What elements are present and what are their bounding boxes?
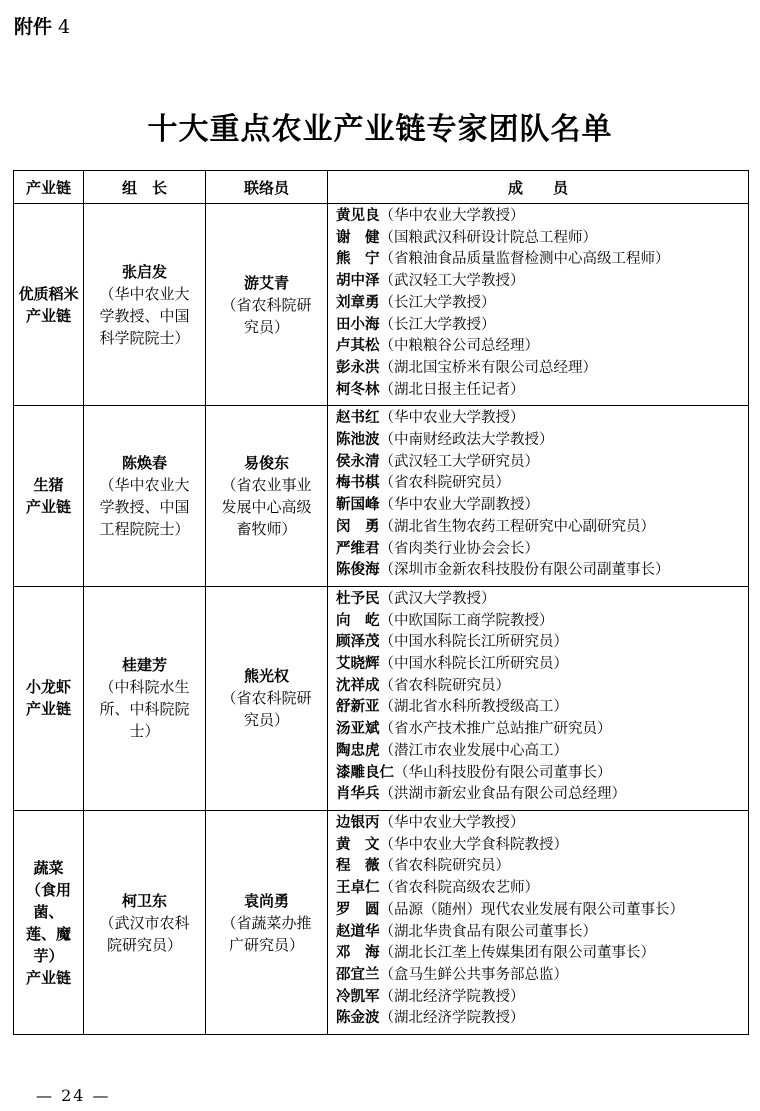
leader-cell <box>84 406 206 587</box>
member-name: 沈祥成 <box>336 677 380 694</box>
table-row <box>14 406 749 587</box>
liaison-name: 熊光权 <box>243 667 289 686</box>
member-affiliation: （长江大学教授） <box>379 294 496 311</box>
member-item <box>336 517 742 539</box>
member-name: 赵书红 <box>336 410 380 427</box>
chain-name-line: 优质稻米 <box>18 284 79 303</box>
member-affiliation: （湖北省水科所教授级高工） <box>379 699 568 716</box>
member-item <box>336 380 742 402</box>
member-name: 陈池波 <box>336 432 380 449</box>
member-affiliation: （洪湖市新宏业食品有限公司总经理） <box>379 786 626 803</box>
member-item <box>336 430 742 452</box>
liaison-name: 易俊东 <box>243 454 289 473</box>
member-name: 梅书棋 <box>336 475 380 492</box>
member-item <box>336 741 742 763</box>
chain-cell <box>14 586 84 810</box>
member-item <box>336 763 742 785</box>
leader-title-line: 科学院院士） <box>99 328 190 347</box>
member-affiliation: （中南财经政法大学教授） <box>379 432 554 449</box>
liaison-title-line: 发展中心高级 <box>221 498 312 517</box>
chain-name-line: 小龙虾 <box>25 678 71 697</box>
member-affiliation: （品源（随州）现代农业发展有限公司董事长） <box>379 901 684 918</box>
expert-team-table <box>13 170 749 1035</box>
member-affiliation: （中粮粮谷公司总经理） <box>379 338 539 355</box>
liaison-title-line: （省农科院研 <box>221 295 312 314</box>
header-chain: 产业链 <box>14 171 84 204</box>
member-affiliation: （华中农业大学教授） <box>379 410 525 427</box>
member-name: 冷凯军 <box>336 988 380 1005</box>
members-cell <box>328 204 749 406</box>
member-name: 肖华兵 <box>336 786 380 803</box>
member-name: 向 屹 <box>336 612 380 629</box>
leader-title-line: （武汉市农科 <box>99 913 190 932</box>
chain-name-line: 莲、魔芋） <box>25 924 71 965</box>
liaison-name: 袁尚勇 <box>243 891 289 910</box>
member-item <box>336 408 742 430</box>
member-affiliation: （华山科技股份有限公司董事长） <box>394 764 612 781</box>
leader-name: 张启发 <box>121 262 167 281</box>
leader-title-line: 学教授、中国 <box>99 498 190 517</box>
member-name: 靳国峰 <box>336 497 380 514</box>
member-item <box>336 611 742 633</box>
annex-label-text: 附件 <box>14 16 53 38</box>
leader-name: 陈焕春 <box>121 454 167 473</box>
leader-name: 柯卫东 <box>121 891 167 910</box>
member-name: 边银丙 <box>336 814 380 831</box>
member-item <box>336 676 742 698</box>
member-name: 邓 海 <box>336 945 380 962</box>
liaison-title-line: 究员） <box>243 711 289 730</box>
annex-label <box>14 12 70 39</box>
member-affiliation: （湖北日报主任记者） <box>379 381 525 398</box>
member-affiliation: （武汉大学教授） <box>379 590 496 607</box>
members-cell <box>328 810 749 1034</box>
members-cell <box>328 586 749 810</box>
member-item <box>336 358 742 380</box>
member-item <box>336 1008 742 1030</box>
member-item <box>336 293 742 315</box>
header-leader: 组 长 <box>84 171 206 204</box>
liaison-title-line: （省蔬菜办推 <box>221 913 312 932</box>
member-affiliation: （武汉轻工大学研究员） <box>379 453 539 470</box>
member-name: 陈俊海 <box>336 562 380 579</box>
member-affiliation: （湖北经济学院教授） <box>379 988 525 1005</box>
chain-cell <box>14 204 84 406</box>
liaison-title-line: 究员） <box>243 317 289 336</box>
chain-name-line: 蔬菜 <box>33 858 64 877</box>
member-item <box>336 784 742 806</box>
leader-title-line: （华中农业大 <box>99 284 190 303</box>
leader-title-line: 院研究员） <box>106 935 182 954</box>
page-title: 十大重点农业产业链专家团队名单 <box>147 112 613 147</box>
member-item <box>336 228 742 250</box>
member-name: 罗 圆 <box>336 901 380 918</box>
member-affiliation: （省农科院研究员） <box>379 475 510 492</box>
chain-name-line: 产业链 <box>25 968 71 987</box>
member-item <box>336 654 742 676</box>
member-name: 谢 健 <box>336 229 380 246</box>
member-affiliation: （湖北华贵食品有限公司董事长） <box>379 923 597 940</box>
liaison-title-line: （省农业事业 <box>221 476 312 495</box>
chain-name-line: 产业链 <box>25 498 71 517</box>
member-affiliation: （华中农业大学教授） <box>379 208 525 224</box>
member-item <box>336 539 742 561</box>
chain-name-line: 产业链 <box>25 306 71 325</box>
member-affiliation: （省农科院高级农艺师） <box>379 880 539 897</box>
member-name: 田小海 <box>336 316 380 333</box>
chain-name-line: （食用菌、 <box>25 880 71 921</box>
member-item <box>336 560 742 582</box>
member-affiliation: （国粮武汉科研设计院总工程师） <box>379 229 597 246</box>
member-affiliation: （省水产技术推广总站推广研究员） <box>379 721 612 738</box>
member-affiliation: （省农科院研究员） <box>379 858 510 875</box>
liaison-cell <box>206 586 328 810</box>
member-item <box>336 249 742 271</box>
member-name: 严维君 <box>336 540 380 557</box>
chain-name-line: 产业链 <box>25 700 71 719</box>
chain-cell <box>14 810 84 1034</box>
leader-title-line: 士） <box>129 722 160 741</box>
member-affiliation: （华中农业大学副教授） <box>379 497 539 514</box>
leader-cell <box>84 810 206 1034</box>
member-item <box>336 900 742 922</box>
member-name: 黄 文 <box>336 836 380 853</box>
member-item <box>336 987 742 1009</box>
member-affiliation: （华中农业大学教授） <box>379 814 525 831</box>
member-item <box>336 719 742 741</box>
liaison-cell <box>206 810 328 1034</box>
annex-number: 4 <box>58 16 71 38</box>
member-name: 陈金波 <box>336 1010 380 1027</box>
chain-cell <box>14 406 84 587</box>
table-row <box>14 810 749 1034</box>
table-row <box>14 586 749 810</box>
member-name: 刘章勇 <box>336 294 380 311</box>
members-cell <box>328 406 749 587</box>
leader-title-line: 学教授、中国 <box>99 306 190 325</box>
member-affiliation: （中国水科院长江所研究员） <box>379 634 568 651</box>
member-affiliation: （武汉轻工大学教授） <box>379 273 525 290</box>
member-item <box>336 315 742 337</box>
header-liaison: 联络员 <box>206 171 328 204</box>
header-members: 成 员 <box>328 171 749 204</box>
member-item <box>336 495 742 517</box>
member-name: 赵道华 <box>336 923 380 940</box>
liaison-title-line: （省农科院研 <box>221 689 312 708</box>
member-name: 程 薇 <box>336 858 380 875</box>
member-item <box>336 206 742 228</box>
liaison-cell <box>206 406 328 587</box>
liaison-cell <box>206 204 328 406</box>
member-item <box>336 271 742 293</box>
member-name: 艾晓辉 <box>336 656 380 673</box>
table-header-row <box>14 171 749 204</box>
member-affiliation: （中欧国际工商学院教授） <box>379 612 554 629</box>
member-item <box>336 632 742 654</box>
member-item <box>336 473 742 495</box>
member-name: 熊 宁 <box>336 251 380 268</box>
member-name: 漆雕良仁 <box>336 764 394 781</box>
member-affiliation: （中国水科院长江所研究员） <box>379 656 568 673</box>
member-item <box>336 856 742 878</box>
member-item <box>336 943 742 965</box>
leader-title-line: 工程院院士） <box>99 520 190 539</box>
member-affiliation: （盒马生鲜公共事务部总监） <box>379 966 568 983</box>
member-name: 柯冬林 <box>336 381 380 398</box>
leader-title-line: 所、中科院院 <box>99 700 190 719</box>
chain-name-line: 生猪 <box>33 476 64 495</box>
member-affiliation: （华中农业大学食科院教授） <box>379 836 568 853</box>
member-item <box>336 452 742 474</box>
member-affiliation: （省粮油食品质量监督检测中心高级工程师） <box>379 251 670 268</box>
member-affiliation: （省农科院研究员） <box>379 677 510 694</box>
member-affiliation: （湖北国宝桥米有限公司总经理） <box>379 359 597 376</box>
liaison-title-line: 广研究员） <box>228 935 304 954</box>
leader-name: 桂建芳 <box>121 656 167 675</box>
member-affiliation: （湖北长江垄上传媒集团有限公司董事长） <box>379 945 655 962</box>
leader-cell <box>84 586 206 810</box>
member-name: 陶忠虎 <box>336 742 380 759</box>
leader-title-line: （华中农业大 <box>99 476 190 495</box>
member-item <box>336 922 742 944</box>
leader-title-line: （中科院水生 <box>99 678 190 697</box>
member-item <box>336 835 742 857</box>
liaison-title-line: 畜牧师） <box>236 520 297 539</box>
member-item <box>336 336 742 358</box>
member-name: 舒新亚 <box>336 699 380 716</box>
table-row <box>14 204 749 406</box>
page-number: — 24 — <box>36 1086 111 1105</box>
member-name: 王卓仁 <box>336 880 380 897</box>
leader-cell <box>84 204 206 406</box>
liaison-name: 游艾青 <box>243 273 289 292</box>
member-item <box>336 813 742 835</box>
member-affiliation: （潜江市农业发展中心高工） <box>379 742 568 759</box>
member-item <box>336 697 742 719</box>
table-body <box>14 204 749 1035</box>
member-name: 胡中泽 <box>336 273 380 290</box>
member-name: 闵 勇 <box>336 518 380 535</box>
member-item <box>336 965 742 987</box>
member-affiliation: （湖北省生物农药工程研究中心副研究员） <box>379 518 655 535</box>
member-name: 杜予民 <box>336 590 380 607</box>
member-name: 邵宜兰 <box>336 966 380 983</box>
member-name: 卢其松 <box>336 338 380 355</box>
member-name: 侯永清 <box>336 453 380 470</box>
member-affiliation: （湖北经济学院教授） <box>379 1010 525 1027</box>
member-affiliation: （长江大学教授） <box>379 316 496 333</box>
member-affiliation: （省肉类行业协会会长） <box>379 540 539 557</box>
member-name: 黄见良 <box>336 208 380 224</box>
member-name: 彭永洪 <box>336 359 380 376</box>
member-item <box>336 878 742 900</box>
member-name: 顾泽茂 <box>336 634 380 651</box>
member-name: 汤亚斌 <box>336 721 380 738</box>
member-item <box>336 589 742 611</box>
member-affiliation: （深圳市金新农科技股份有限公司副董事长） <box>379 562 670 579</box>
